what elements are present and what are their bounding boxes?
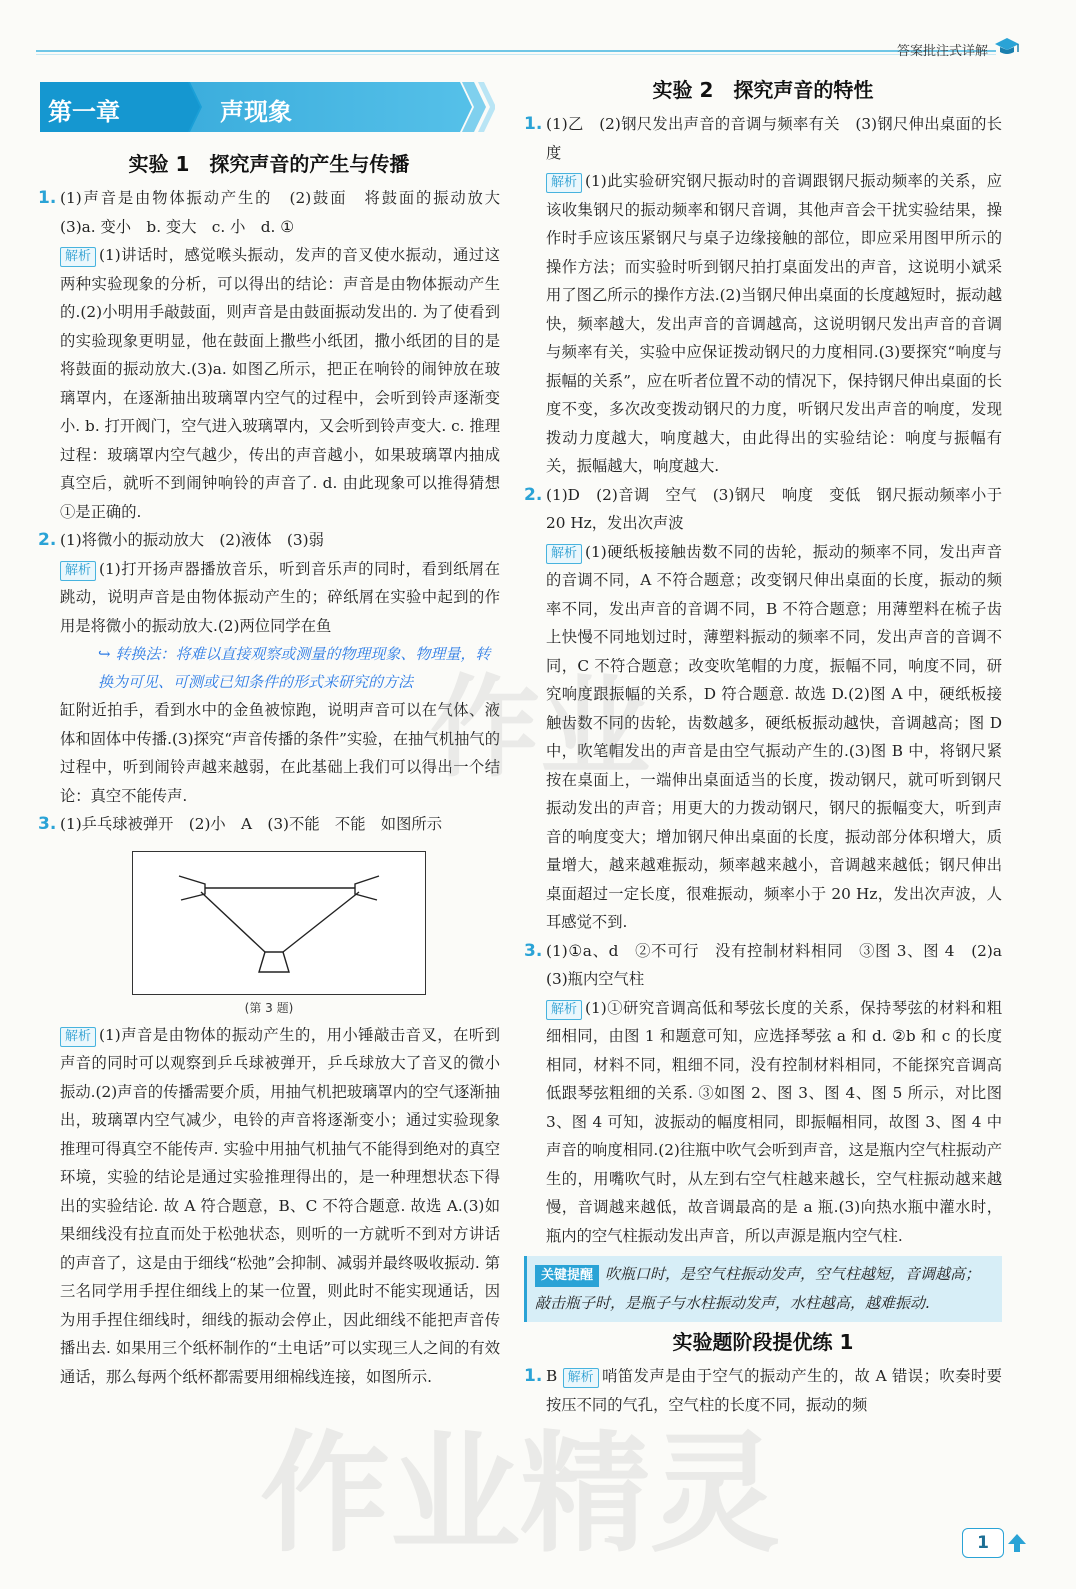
left-column bbox=[38, 144, 516, 1391]
answer-text: (1)乒乓球被弹开 (2)小 A (3)不能 不能 如图所示 bbox=[60, 815, 442, 833]
figure-three-cup-phone bbox=[132, 851, 426, 995]
stage-practice-title: 实验题阶段提优练 1 bbox=[672, 1330, 854, 1354]
figure-caption: (第 3 题) bbox=[244, 1000, 294, 1015]
arrow-icon: ↪ bbox=[98, 645, 111, 663]
analysis-tag: 解析 bbox=[60, 1027, 96, 1047]
question-1 bbox=[524, 110, 1002, 167]
explanation-3 bbox=[524, 994, 1002, 1251]
key-reminder-text: 吹瓶口时，是空气柱振动发声，空气柱越短，音调越高；敲击瓶子时，是瓶子与水柱振动发声，水柱越高，越难振动. bbox=[535, 1265, 981, 1312]
question-2 bbox=[524, 481, 1002, 538]
question-number: 1. bbox=[38, 188, 57, 208]
graduation-cap-icon bbox=[994, 36, 1020, 58]
explanation-text: 哨笛发声是由于空气的振动产生的，故 A 错误；吹奏时要按压不同的气孔，空气柱的长度不同，振动的频 bbox=[546, 1367, 1002, 1414]
explanation-2-continued bbox=[38, 696, 500, 810]
question-number: 1. bbox=[524, 114, 543, 134]
analysis-tag: 解析 bbox=[546, 173, 582, 193]
question-number: 1. bbox=[524, 1366, 543, 1386]
explanation-text: (1)①研究音调高低和琴弦长度的关系，保持琴弦的材料和粗细相同，由图 1 和题意可知，应选择琴弦 a 和 d. ②b 和 c 的长度相同，材料不同，粗细不同，没有控制材料相同，不能探究音调高低跟琴弦粗细的关系. ③如图 2、图 3、图 4、图 5 所示，对比图 3、图 4 可知，波振动的幅度相同，即振幅相同，故图 3、图 4 中声音的响度相同.(2)往瓶中吹气会听到声音，这是瓶内空气柱振动产生的，用嘴吹气时，从左到右空气柱越来越长，空气柱振动越来越慢，音调越来越低，故音调最高的是 a 瓶.(3)向热水瓶中灌水时，瓶内的空气柱振动发出声音，所以声源是瓶内空气柱. bbox=[546, 998, 1002, 1245]
explanation-text: (1)此实验研究钢尺振动时的音调跟钢尺振动频率的关系，应该收集钢尺的振动频率和钢尺音调，其他声音会干扰实验结果，操作时手应该压紧钢尺与桌子边缘接触的部位，即应采用图甲所示的操作方法；而实验时听到钢尺拍打桌面发出的声音，这说明小斌采用了图乙所示的操作方法.(2)当钢尺伸出桌面的长度越短时，振动越快，频率越大，发出声音的音调越高，这说明钢尺发出声音的音调与频率有关，实验中应保证拨动钢尺的力度相同.(3)要探究“响度与振幅的关系”，应在听者位置不动的情况下，保持钢尺伸出桌面的长度不变，多次改变拨动钢尺的力度，听钢尺发出声音的响度，发现拨动力度越大，响度越大，由此得出的实验结论：响度与振幅有关，振幅越大，响度越大. bbox=[546, 172, 1002, 475]
explanation-text: 缸附近拍手，看到水中的金鱼被惊跑，说明声音可以在气体、液体和固体中传播.(3)探究“声音传播的条件”实验，在抽气机抽气的过程中，听到闹铃声越来越弱，在此基础上我们可以得出一个结论：真空不能传声. bbox=[60, 701, 500, 805]
experiment-1-title: 实验 1 探究声音的产生与传播 bbox=[128, 152, 410, 176]
explanation-1 bbox=[38, 241, 500, 526]
explanation-2 bbox=[524, 538, 1002, 937]
explanation-text: (1)硬纸板接触齿数不同的齿轮，振动的频率不同，发出声音的音调不同，A 不符合题意；改变钢尺伸出桌面的长度，振动的频率不同，发出声音的音调不同，B 不符合题意；用薄塑料在梳子齿上快慢不同地划过时，薄塑料振动的频率不同，发出声音的音调不同，C 不符合题意；改变吹笔帽的力度，振幅不同，响度不同，研究响度跟振幅的关系，D 符合题意. 故选 D.(2)图 A 中，硬纸板接触齿数不同的齿轮，齿数越多，硬纸板振动越快，音调越高；图 D 中，吹笔帽发出的声音是由空气振动产生的.(3)图 B 中，将钢尺紧按在桌面上，一端伸出桌面适当的长度，拨动钢尺，就可听到钢尺振动发出的声音；用更大的力拨动钢尺，钢尺的振幅变大，听到声音的响度变大；增加钢尺伸出桌面的长度，振动部分体积增大，质量增大，越来越难振动，频率越来越小，音调越来越低；钢尺伸出桌面超过一定长度，很难振动，频率小于 20 Hz，发出次声波，人耳感觉不到. bbox=[546, 542, 1002, 931]
explanation-text: (1)声音是由物体的振动产生的，用小锤敲击音叉，在听到声音的同时可以观察到乒乓球被弹开，乒乓球放大了音叉的微小振动.(2)声音的传播需要介质，用抽气机把玻璃罩内的空气逐渐抽出，玻璃罩内空气减少，电铃的声音将逐渐变小；通过实验现象推理可得真空不能传声. 实验中用抽气机抽气不能得到绝对的真空环境，实验的结论是通过实验推理得出的，是一种理想状态下得出的实验结论. 故 A 符合题意，B、C 不符合题意. 故选 A.(3)如果细线没有拉直而处于松弛状态，则听的一方就听不到对方讲话的声音了，这是由于细线“松弛”会抑制、减弱并最终吸收振动. 第三名同学用手捏住细线上的某一位置，则此时不能实现通话，因为用手捏住细线时，细线的振动会停止，因此细线不能把声音传播出去. 如果用三个纸杯制作的“土电话”可以实现三人之间的有效通话，那么每两个纸杯都需要用细棉线连接，如图所示. bbox=[60, 1025, 500, 1386]
key-reminder-label: 关键提醒 bbox=[535, 1265, 599, 1287]
right-column bbox=[524, 70, 1018, 1419]
experiment-2-title: 实验 2 探究声音的特性 bbox=[652, 78, 874, 102]
analysis-tag: 解析 bbox=[546, 544, 582, 564]
stage-question-1 bbox=[524, 1362, 1002, 1419]
chapter-number: 第一章 bbox=[48, 98, 120, 126]
analysis-tag: 解析 bbox=[60, 247, 96, 267]
answer-text: (1)声音是由物体振动产生的 (2)鼓面 将鼓面的振动放大 (3)a. 变小 b. 变大 c. 小 d. ① bbox=[60, 189, 516, 236]
arrow-up-icon bbox=[1006, 1532, 1028, 1554]
answer-text: B bbox=[546, 1367, 558, 1385]
header-tag: 答案批注式详解 bbox=[896, 44, 988, 59]
question-number: 2. bbox=[38, 530, 57, 550]
question-number: 3. bbox=[524, 940, 543, 961]
telephone-diagram bbox=[133, 852, 425, 994]
question-number: 3. bbox=[38, 814, 57, 834]
answer-text: (1)①a、d ②不可行 没有控制材料相同 ③图 3、图 4 (2)a (3)瓶内空气柱 bbox=[546, 941, 1018, 988]
explanation-3 bbox=[38, 1021, 500, 1392]
explanation-text: (1)讲话时，感觉喉头振动，发声的音叉使水振动，通过这两种实验现象的分析，可以得出的结论：声音是由物体振动产生的.(2)小明用手敲鼓面，则声音是由鼓面振动发出的. 为了使看到的实验现象更明显，他在鼓面上撒些小纸团，撒小纸团的目的是将鼓面的振动放大.(3)a. 如图乙所示，把正在响铃的闹钟放在玻璃罩内，在逐渐抽出玻璃罩内空气的过程中，会听到铃声逐渐变小. b. 打开阀门，空气进入玻璃罩内，又会听到铃声变大. c. 推理过程：玻璃罩内空气越少，传出的声音越小，如果玻璃罩内抽成真空后，就听不到闹钟响铃的声音了. d. 由此现象可以推得猜想①是正确的. bbox=[60, 246, 500, 521]
watermark-bottom: 作业精灵 bbox=[260, 1418, 781, 1570]
question-1 bbox=[38, 184, 516, 241]
answer-text: (1)将微小的振动放大 (2)液体 (3)弱 bbox=[60, 531, 324, 549]
header-rule-secondary bbox=[36, 54, 996, 55]
analysis-tag: 解析 bbox=[563, 1368, 599, 1388]
header-rule bbox=[36, 50, 996, 52]
question-2 bbox=[38, 526, 500, 555]
watermark-top: 作业 bbox=[430, 664, 650, 792]
chapter-title: 声现象 bbox=[220, 98, 292, 126]
page-number: 1 bbox=[962, 1528, 1004, 1558]
handwritten-text: 转换法：将难以直接观察或测量的物理现象、物理量，转换为可见、可测或已知条件的形式来研究的方法 bbox=[98, 645, 491, 691]
answer-text: (1)D (2)音调 空气 (3)钢尺 响度 变低 钢尺振动频率小于 20 Hz，发出次声波 bbox=[546, 485, 1002, 532]
question-3 bbox=[38, 810, 500, 839]
explanation-2 bbox=[38, 555, 500, 641]
question-3 bbox=[524, 937, 1018, 994]
answer-text: (1)乙 (2)钢尺发出声音的音调与频率有关 (3)钢尺伸出桌面的长度 bbox=[546, 115, 1002, 162]
explanation-text: (1)打开扬声器播放音乐，听到音乐声的同时，看到纸屑在跳动，说明声音是由物体振动产生的；碎纸屑在实验中起到的作用是将微小的振动放大.(2)两位同学在鱼 bbox=[60, 559, 500, 635]
explanation-1 bbox=[524, 167, 1002, 481]
handwritten-note bbox=[38, 640, 500, 696]
analysis-tag: 解析 bbox=[546, 1000, 582, 1020]
key-reminder-box bbox=[524, 1256, 1002, 1322]
question-number: 2. bbox=[524, 484, 543, 505]
analysis-tag: 解析 bbox=[60, 561, 96, 581]
